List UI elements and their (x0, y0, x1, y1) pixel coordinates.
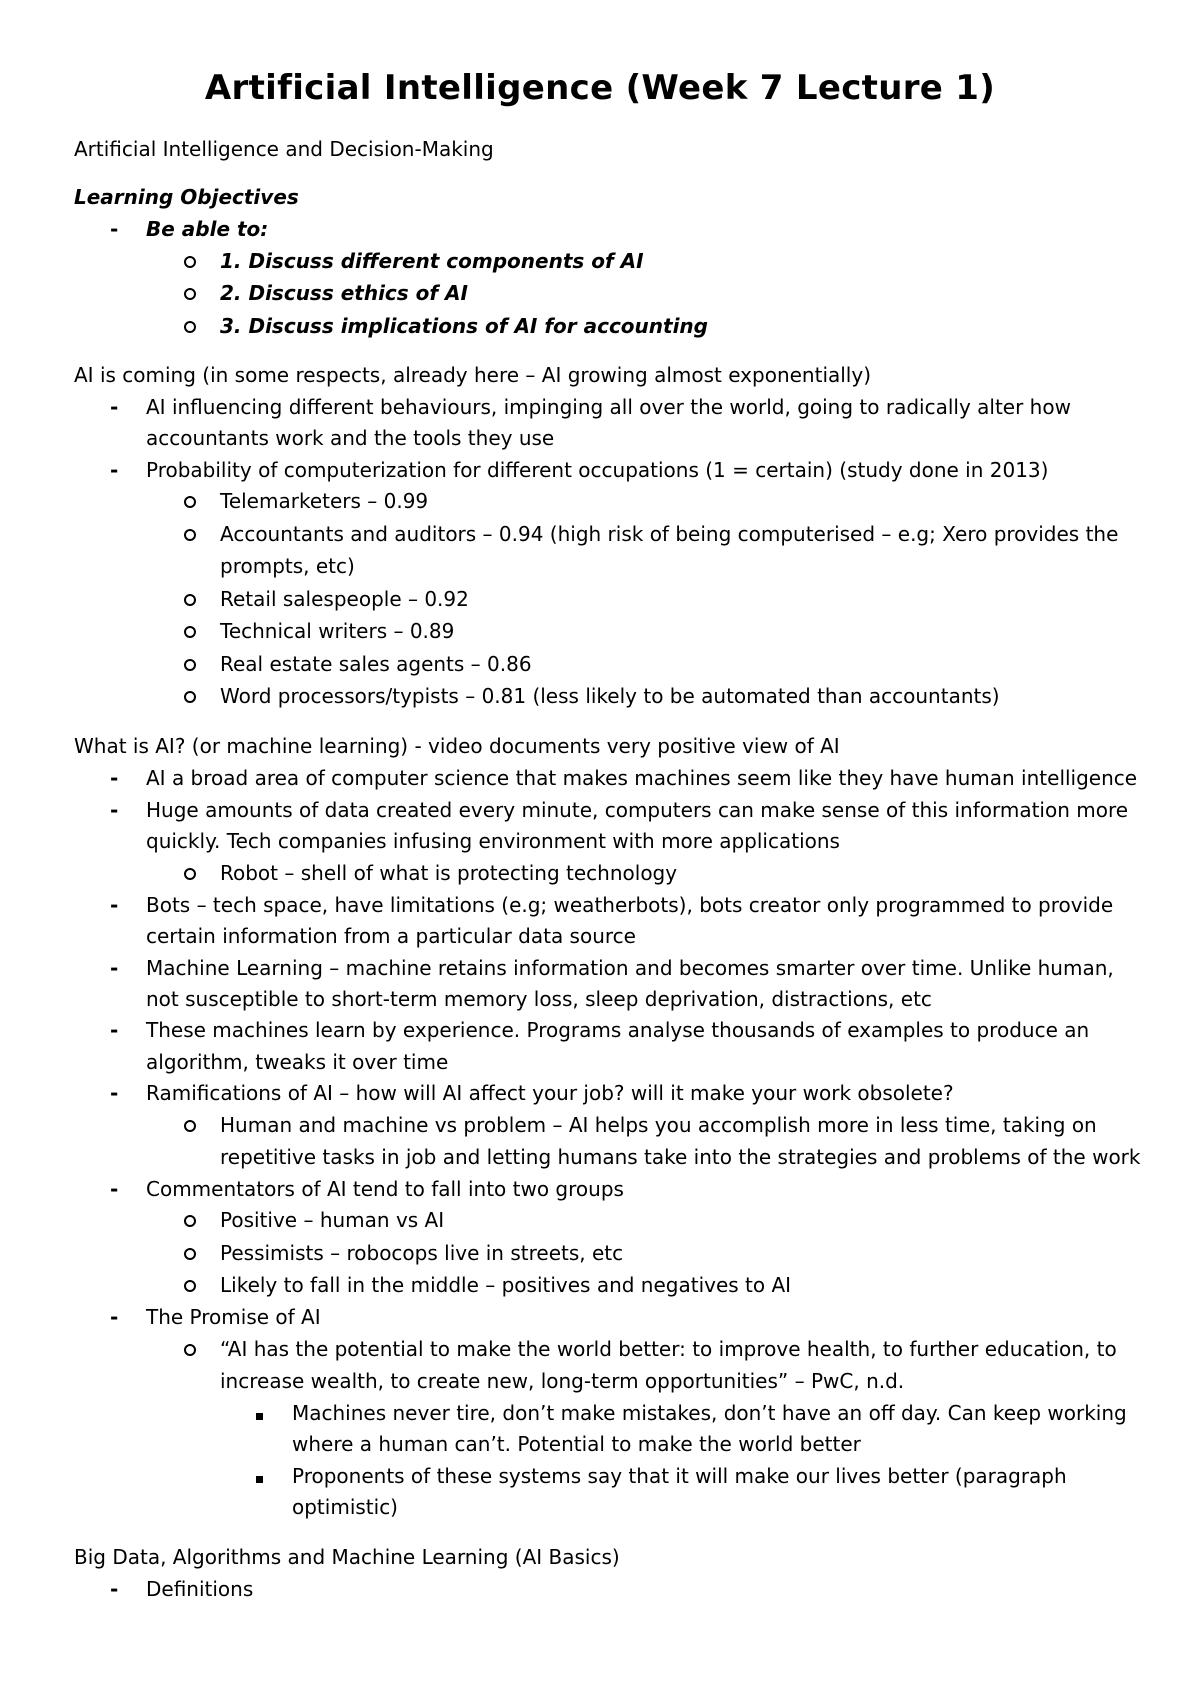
objective-item: 2. Discuss ethics of AI (220, 281, 468, 305)
occupation-item: Technical writers – 0.89 (220, 619, 455, 643)
dash-bullet: - (110, 766, 119, 790)
bullet-text: Bots – tech space, have limitations (e.g; weatherbots), bots creator only programmed to provide (146, 893, 1114, 917)
circle-bullet-icon (184, 521, 196, 548)
bullet-text: Ramifications of AI – how will AI affect your job? will it make your work obsolete? (146, 1081, 954, 1105)
sub-bullet-text: Pessimists – robocops live in streets, etc (220, 1241, 624, 1265)
circle-bullet-icon (184, 488, 196, 515)
sub-bullet-text: repetitive tasks in job and letting humans take into the strategies and problems of the work (220, 1145, 1141, 1169)
bullet-text: Huge amounts of data created every minute, computers can make sense of this information more (146, 798, 1129, 822)
circle-bullet-icon (184, 1336, 196, 1363)
circle-bullet-icon (184, 280, 196, 307)
bullet-text: certain information from a particular data source (146, 924, 636, 948)
sub-bullet-text: Human and machine vs problem – AI helps you accomplish more in less time, taking on (220, 1113, 1097, 1137)
circle-bullet-icon (184, 1272, 196, 1299)
circle-bullet-icon (184, 618, 196, 645)
occupation-item: Retail salespeople – 0.92 (220, 587, 469, 611)
bullet-text: Probability of computerization for different occupations (1 = certain) (study done in 2013) (146, 458, 1049, 482)
quote-text: “AI has the potential to make the world better: to improve health, to further education, to (220, 1337, 1117, 1361)
dash-bullet: - (110, 1305, 119, 1329)
tertiary-bullet-text: Machines never tire, don’t make mistakes, don’t have an off day. Can keep working (292, 1401, 1127, 1425)
tertiary-bullet-text: optimistic) (292, 1495, 398, 1519)
square-bullet-icon (256, 1400, 263, 1427)
circle-bullet-icon (184, 860, 196, 887)
bullet-text: These machines learn by experience. Programs analyse thousands of examples to produce an (146, 1018, 1090, 1042)
dash-bullet: - (110, 1081, 119, 1105)
circle-bullet-icon (184, 683, 196, 710)
sub-bullet-text: Positive – human vs AI (220, 1208, 445, 1232)
occupation-item: Accountants and auditors – 0.94 (high risk of being computerised – e.g; Xero provides the (220, 522, 1119, 546)
dash-bullet: - (110, 395, 119, 419)
section-heading-whatis: What is AI? (or machine learning) - video documents very positive view of AI (74, 734, 840, 758)
objectives-intro: Be able to: (146, 217, 269, 241)
tertiary-bullet-text: where a human can’t. Potential to make the world better (292, 1432, 861, 1456)
objectives-heading: Learning Objectives (74, 185, 299, 209)
circle-bullet-icon (184, 1240, 196, 1267)
objective-item: 1. Discuss different components of AI (220, 249, 644, 273)
bullet-text: Machine Learning – machine retains information and becomes smarter over time. Unlike human, (146, 956, 1114, 980)
bullet-text: Commentators of AI tend to fall into two groups (146, 1177, 624, 1201)
bullet-text: not susceptible to short-term memory loss, sleep deprivation, distractions, etc (146, 987, 932, 1011)
subtitle: Artificial Intelligence and Decision-Making (74, 137, 494, 161)
objective-item: 3. Discuss implications of AI for accounting (220, 314, 708, 338)
circle-bullet-icon (184, 248, 196, 275)
circle-bullet-icon (184, 313, 196, 340)
occupation-item: Real estate sales agents – 0.86 (220, 652, 532, 676)
sub-bullet-text: Robot – shell of what is protecting technology (220, 861, 678, 885)
circle-bullet-icon (184, 1207, 196, 1234)
bullet-text: The Promise of AI (146, 1305, 321, 1329)
bullet-text: quickly. Tech companies infusing environment with more applications (146, 829, 840, 853)
dash-bullet: - (110, 1018, 119, 1042)
dash-bullet: - (110, 217, 119, 241)
bullet-text: accountants work and the tools they use (146, 426, 555, 450)
bullet-text: AI influencing different behaviours, impinging all over the world, going to radically alter how (146, 395, 1071, 419)
bullet-text: AI a broad area of computer science that makes machines seem like they have human intelligence (146, 766, 1138, 790)
occupation-item: Word processors/typists – 0.81 (less likely to be automated than accountants) (220, 684, 1000, 708)
circle-bullet-icon (184, 1112, 196, 1139)
circle-bullet-icon (184, 586, 196, 613)
occupation-item: prompts, etc) (220, 554, 355, 578)
dash-bullet: - (110, 1577, 119, 1601)
sub-bullet-text: Likely to fall in the middle – positives and negatives to AI (220, 1273, 792, 1297)
dash-bullet: - (110, 458, 119, 482)
dash-bullet: - (110, 1177, 119, 1201)
bullet-text: algorithm, tweaks it over time (146, 1050, 449, 1074)
section-heading-coming: AI is coming (in some respects, already here – AI growing almost exponentially) (74, 363, 872, 387)
dash-bullet: - (110, 956, 119, 980)
bullet-text: Definitions (146, 1577, 254, 1601)
circle-bullet-icon (184, 651, 196, 678)
dash-bullet: - (110, 893, 119, 917)
square-bullet-icon (256, 1463, 263, 1490)
page-title: Artificial Intelligence (Week 7 Lecture 1) (204, 68, 996, 108)
quote-text: increase wealth, to create new, long-term opportunities” – PwC, n.d. (220, 1369, 905, 1393)
tertiary-bullet-text: Proponents of these systems say that it will make our lives better (paragraph (292, 1464, 1067, 1488)
dash-bullet: - (110, 798, 119, 822)
section-heading-bigdata: Big Data, Algorithms and Machine Learning (AI Basics) (74, 1545, 620, 1569)
occupation-item: Telemarketers – 0.99 (220, 489, 429, 513)
